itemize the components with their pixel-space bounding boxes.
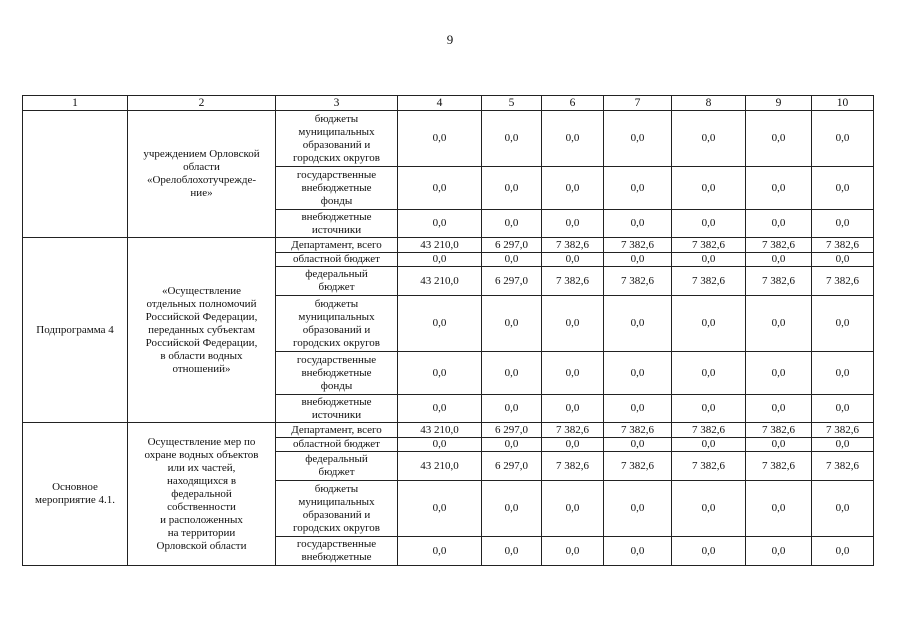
funding-source-cell: федеральный бюджет	[276, 452, 398, 481]
amount-cell: 0,0	[482, 210, 542, 238]
header-cell: 7	[604, 96, 672, 111]
amount-cell: 0,0	[542, 253, 604, 267]
table-body	[23, 111, 874, 566]
funding-source-cell: внебюджетные источники	[276, 395, 398, 423]
amount-cell: 0,0	[542, 537, 604, 566]
amount-cell: 0,0	[604, 253, 672, 267]
program-code-cell: Основное мероприятие 4.1.	[23, 423, 128, 566]
program-name-cell: Осуществление мер по охране водных объектов или их частей, находящихся в федеральной собственности и расположенных на территории Орловской области	[128, 423, 276, 566]
header-cell: 10	[812, 96, 874, 111]
funding-source-cell: бюджеты муниципальных образований и городских округов	[276, 111, 398, 167]
amount-cell: 0,0	[398, 352, 482, 395]
funding-source-cell: областной бюджет	[276, 253, 398, 267]
amount-cell: 7 382,6	[812, 452, 874, 481]
amount-cell: 0,0	[746, 537, 812, 566]
amount-cell: 0,0	[746, 395, 812, 423]
funding-source-cell: федеральный бюджет	[276, 267, 398, 296]
amount-cell: 0,0	[812, 296, 874, 352]
amount-cell: 0,0	[398, 395, 482, 423]
amount-cell: 0,0	[746, 481, 812, 537]
amount-cell: 0,0	[672, 481, 746, 537]
amount-cell: 0,0	[398, 253, 482, 267]
amount-cell: 0,0	[746, 111, 812, 167]
table-row	[23, 111, 874, 167]
amount-cell: 0,0	[746, 210, 812, 238]
amount-cell: 0,0	[604, 481, 672, 537]
amount-cell: 0,0	[398, 167, 482, 210]
amount-cell: 0,0	[746, 167, 812, 210]
amount-cell: 0,0	[604, 395, 672, 423]
amount-cell: 0,0	[604, 111, 672, 167]
amount-cell: 7 382,6	[746, 423, 812, 438]
amount-cell: 0,0	[398, 111, 482, 167]
table-row	[23, 238, 874, 253]
funding-source-cell: областной бюджет	[276, 438, 398, 452]
amount-cell: 0,0	[812, 481, 874, 537]
amount-cell: 6 297,0	[482, 238, 542, 253]
amount-cell: 43 210,0	[398, 267, 482, 296]
amount-cell: 0,0	[672, 395, 746, 423]
amount-cell: 0,0	[398, 537, 482, 566]
amount-cell: 0,0	[398, 438, 482, 452]
amount-cell: 0,0	[398, 210, 482, 238]
header-row	[23, 96, 874, 111]
amount-cell: 0,0	[482, 395, 542, 423]
header-cell: 9	[746, 96, 812, 111]
amount-cell: 0,0	[542, 210, 604, 238]
amount-cell: 0,0	[542, 111, 604, 167]
amount-cell: 0,0	[482, 481, 542, 537]
amount-cell: 0,0	[672, 167, 746, 210]
amount-cell: 0,0	[812, 352, 874, 395]
amount-cell: 0,0	[746, 438, 812, 452]
amount-cell: 0,0	[398, 481, 482, 537]
amount-cell: 0,0	[542, 296, 604, 352]
amount-cell: 43 210,0	[398, 452, 482, 481]
header-cell: 6	[542, 96, 604, 111]
amount-cell: 0,0	[604, 438, 672, 452]
amount-cell: 0,0	[482, 111, 542, 167]
amount-cell: 7 382,6	[542, 452, 604, 481]
amount-cell: 6 297,0	[482, 423, 542, 438]
amount-cell: 0,0	[542, 438, 604, 452]
amount-cell: 7 382,6	[746, 452, 812, 481]
amount-cell: 7 382,6	[746, 267, 812, 296]
amount-cell: 0,0	[746, 253, 812, 267]
program-name-cell: «Осуществление отдельных полномочий Российской Федерации, переданных субъектам Российской Федерации, в области водных отношений»	[128, 238, 276, 423]
amount-cell: 0,0	[672, 111, 746, 167]
table-row	[23, 423, 874, 438]
amount-cell: 0,0	[812, 210, 874, 238]
amount-cell: 0,0	[604, 352, 672, 395]
amount-cell: 7 382,6	[812, 423, 874, 438]
funding-source-cell: Департамент, всего	[276, 238, 398, 253]
budget-table	[22, 95, 874, 566]
amount-cell: 0,0	[542, 395, 604, 423]
amount-cell: 0,0	[672, 352, 746, 395]
header-cell: 2	[128, 96, 276, 111]
amount-cell: 0,0	[542, 481, 604, 537]
header-cell: 8	[672, 96, 746, 111]
amount-cell: 0,0	[482, 167, 542, 210]
funding-source-cell: государственные внебюджетные фонды	[276, 352, 398, 395]
amount-cell: 0,0	[812, 167, 874, 210]
amount-cell: 0,0	[812, 537, 874, 566]
header-cell: 4	[398, 96, 482, 111]
amount-cell: 6 297,0	[482, 267, 542, 296]
amount-cell: 0,0	[672, 210, 746, 238]
amount-cell: 0,0	[604, 210, 672, 238]
amount-cell: 7 382,6	[604, 267, 672, 296]
amount-cell: 0,0	[482, 537, 542, 566]
amount-cell: 7 382,6	[604, 238, 672, 253]
program-code-cell: Подпрограмма 4	[23, 238, 128, 423]
amount-cell: 0,0	[812, 395, 874, 423]
amount-cell: 7 382,6	[812, 267, 874, 296]
amount-cell: 0,0	[482, 438, 542, 452]
amount-cell: 7 382,6	[672, 452, 746, 481]
header-cell: 5	[482, 96, 542, 111]
amount-cell: 0,0	[672, 537, 746, 566]
amount-cell: 0,0	[482, 352, 542, 395]
funding-source-cell: Департамент, всего	[276, 423, 398, 438]
amount-cell: 43 210,0	[398, 423, 482, 438]
amount-cell: 0,0	[482, 296, 542, 352]
amount-cell: 0,0	[482, 253, 542, 267]
amount-cell: 7 382,6	[604, 423, 672, 438]
page-number: 9	[446, 32, 454, 47]
amount-cell: 0,0	[672, 438, 746, 452]
amount-cell: 7 382,6	[746, 238, 812, 253]
amount-cell: 0,0	[672, 253, 746, 267]
amount-cell: 7 382,6	[672, 238, 746, 253]
amount-cell: 0,0	[542, 167, 604, 210]
funding-source-cell: государственные внебюджетные	[276, 537, 398, 566]
amount-cell: 0,0	[542, 352, 604, 395]
program-code-cell	[23, 111, 128, 238]
amount-cell: 7 382,6	[542, 238, 604, 253]
funding-source-cell: государственные внебюджетные фонды	[276, 167, 398, 210]
amount-cell: 7 382,6	[542, 423, 604, 438]
amount-cell: 7 382,6	[812, 238, 874, 253]
amount-cell: 0,0	[604, 537, 672, 566]
amount-cell: 0,0	[604, 296, 672, 352]
program-name-cell: учреждением Орловской области «Орелоблохотучрежде- ние»	[128, 111, 276, 238]
funding-source-cell: бюджеты муниципальных образований и городских округов	[276, 481, 398, 537]
amount-cell: 0,0	[812, 253, 874, 267]
amount-cell: 0,0	[672, 296, 746, 352]
amount-cell: 7 382,6	[604, 452, 672, 481]
header-cell: 1	[23, 96, 128, 111]
amount-cell: 7 382,6	[672, 423, 746, 438]
amount-cell: 0,0	[746, 296, 812, 352]
header-cell: 3	[276, 96, 398, 111]
amount-cell: 0,0	[398, 296, 482, 352]
amount-cell: 43 210,0	[398, 238, 482, 253]
amount-cell: 0,0	[746, 352, 812, 395]
amount-cell: 0,0	[812, 438, 874, 452]
funding-source-cell: внебюджетные источники	[276, 210, 398, 238]
amount-cell: 0,0	[812, 111, 874, 167]
amount-cell: 7 382,6	[542, 267, 604, 296]
funding-source-cell: бюджеты муниципальных образований и городских округов	[276, 296, 398, 352]
amount-cell: 6 297,0	[482, 452, 542, 481]
amount-cell: 7 382,6	[672, 267, 746, 296]
amount-cell: 0,0	[604, 167, 672, 210]
